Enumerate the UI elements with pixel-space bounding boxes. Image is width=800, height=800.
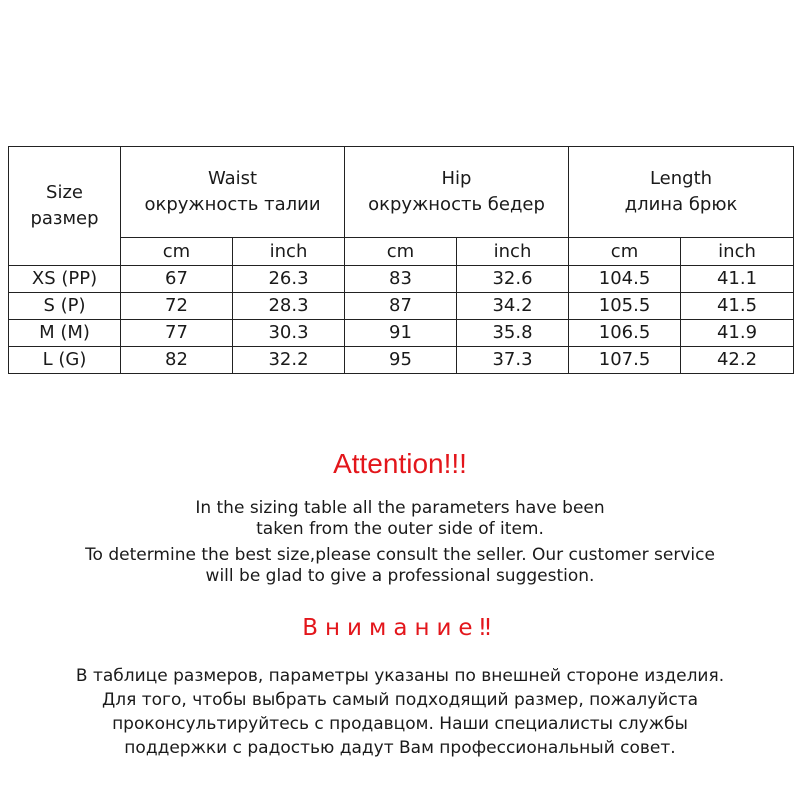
header-row [9,147,794,238]
table-cell: 30.3 [233,320,345,347]
table-cell: 26.3 [233,266,345,293]
table-cell: 41.9 [681,320,794,347]
table-cell: 32.2 [233,347,345,374]
table-cell: 37.3 [457,347,569,374]
size-table [8,146,794,374]
size-cell: S (P) [9,293,121,320]
table-cell: 104.5 [569,266,681,293]
size-cell: M (M) [9,320,121,347]
unit-cell: cm [345,238,457,266]
attention-heading: Attention!!! [333,448,467,479]
length-header: Length длина брюк [569,147,794,238]
size-cell: XS (PP) [9,266,121,293]
table-cell: 41.1 [681,266,794,293]
hip-header: Hip окружность бедер [345,147,569,238]
table-cell: 95 [345,347,457,374]
unit-cell: cm [121,238,233,266]
table-cell: 34.2 [457,293,569,320]
table-cell: 105.5 [569,293,681,320]
table-cell: 72 [121,293,233,320]
table-cell: 106.5 [569,320,681,347]
table-row [9,347,794,374]
attention-heading-ru: Внимание‼ [302,615,498,641]
table-cell: 77 [121,320,233,347]
size-cell: L (G) [9,347,121,374]
table-cell: 87 [345,293,457,320]
table-cell: 67 [121,266,233,293]
unit-cell: inch [681,238,794,266]
table-row [9,266,794,293]
unit-cell: cm [569,238,681,266]
unit-cell: inch [233,238,345,266]
waist-header: Waist окружность талии [121,147,345,238]
unit-row [9,238,794,266]
table-row [9,293,794,320]
table-cell: 91 [345,320,457,347]
size-header: Size размер [9,147,121,266]
table-cell: 28.3 [233,293,345,320]
table-cell: 41.5 [681,293,794,320]
table-cell: 32.6 [457,266,569,293]
sizing-note-paragraph: In the sizing table all the parameters have been taken from the outer side of item. [195,498,605,539]
table-cell: 42.2 [681,347,794,374]
table-cell: 83 [345,266,457,293]
consult-note-paragraph: To determine the best size,please consult the seller. Our customer service will be glad to give a professional suggestion. [85,545,715,586]
table-row [9,320,794,347]
table-cell: 35.8 [457,320,569,347]
table-cell: 82 [121,347,233,374]
table-cell: 107.5 [569,347,681,374]
russian-note-paragraph: В таблице размеров, параметры указаны по внешней стороне изделия. Для того, чтобы выбрать самый подходящий размер, пожалуйста проконсультируйтесь с продавцом. Наши специалисты службы поддержки с радостью дадут Вам профессиональный совет. [75,666,725,758]
unit-cell: inch [457,238,569,266]
